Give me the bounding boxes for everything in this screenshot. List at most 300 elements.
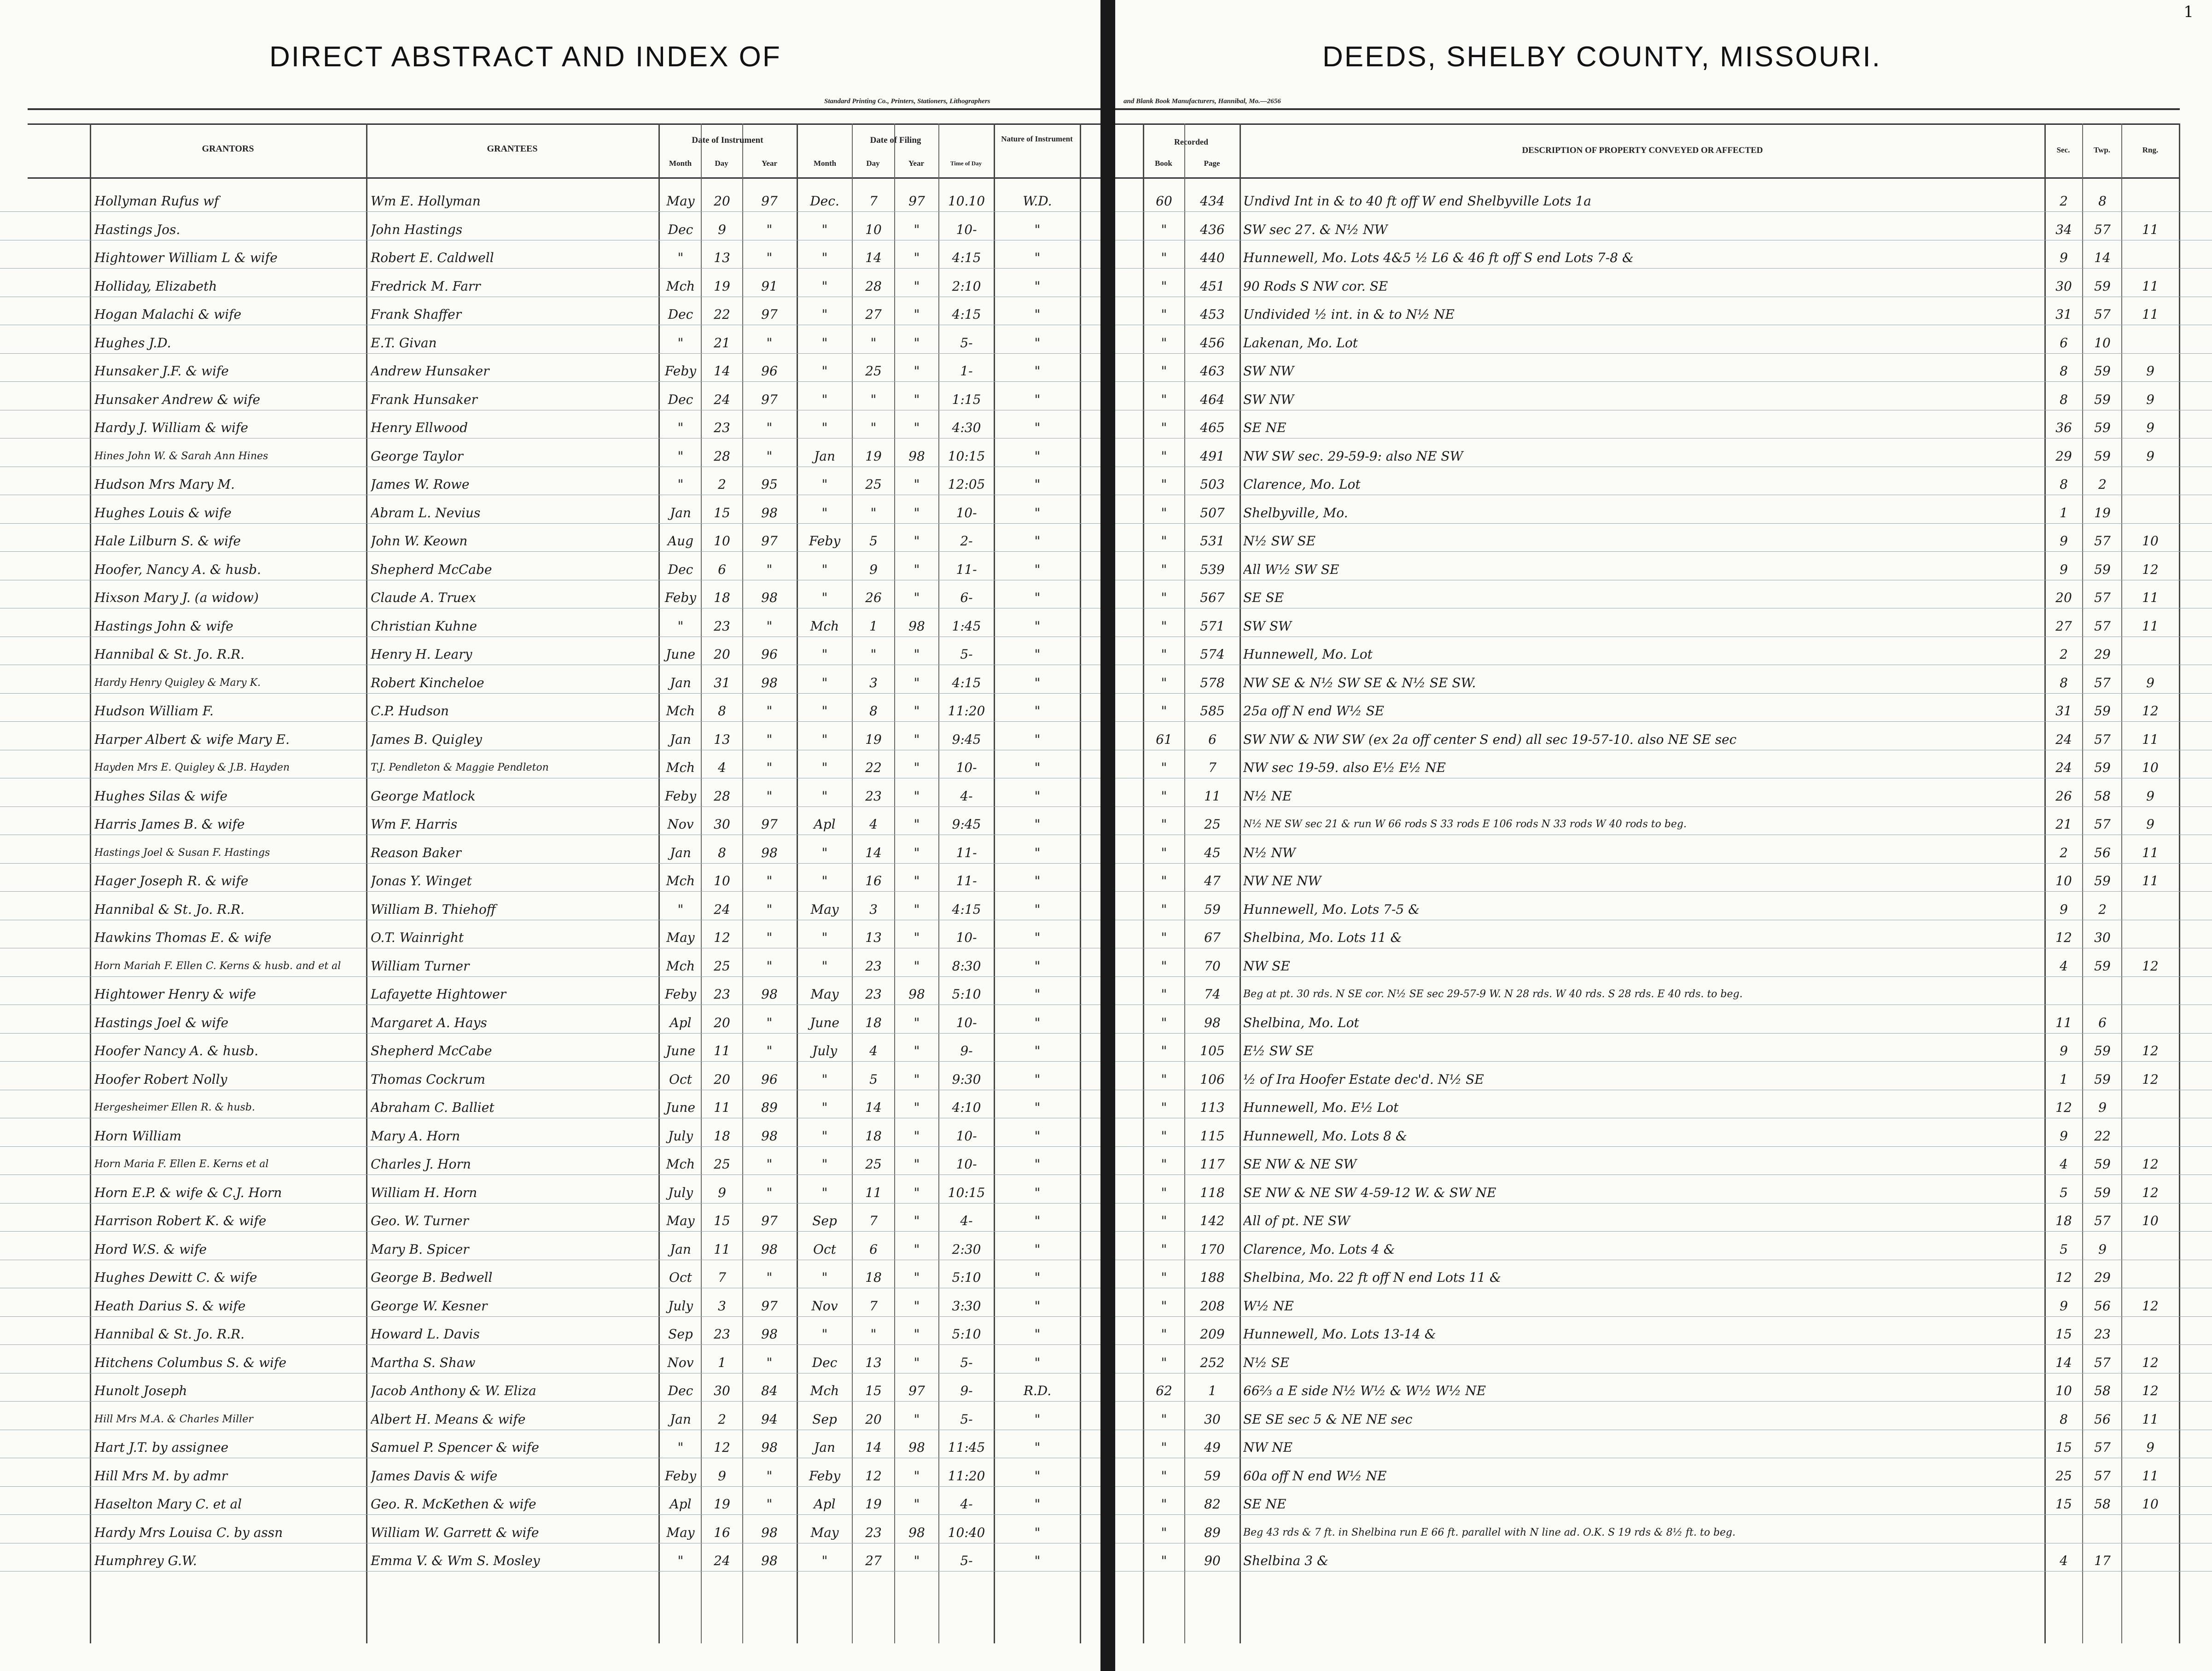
cell-rng: 11	[2142, 618, 2159, 634]
ledger-row-left	[0, 219, 1100, 240]
cell-fday: 19	[865, 731, 882, 747]
cell-rng: 12	[2142, 561, 2159, 577]
cell-sec: 2	[2060, 845, 2068, 860]
cell-desc: 25a off N end W½ SE	[1243, 703, 1385, 719]
cell-sec: 8	[2060, 675, 2068, 690]
cell-iyear: 95	[761, 477, 778, 492]
ledger-row-right	[1115, 219, 2212, 240]
cell-iday: 14	[714, 363, 730, 379]
cell-grantor: Haselton Mary C. et al	[94, 1496, 242, 1512]
cell-iday: 4	[718, 760, 726, 775]
cell-book: "	[1161, 1100, 1167, 1115]
cell-time: 1:15	[952, 391, 981, 407]
ledger-row-right	[1115, 1069, 2212, 1090]
ledger-row-left	[0, 644, 1100, 665]
top-rule-left	[28, 108, 1100, 110]
cell-sec: 15	[2055, 1440, 2072, 1455]
cell-nature: "	[1034, 278, 1041, 294]
cell-fday: 3	[869, 675, 878, 690]
cell-time: 5-	[960, 335, 973, 351]
cell-grantor: Hudson William F.	[94, 703, 214, 719]
cell-book: "	[1161, 760, 1167, 775]
cell-rng: 9	[2146, 420, 2154, 435]
cell-fday: 18	[865, 1270, 882, 1285]
cell-iday: 18	[714, 1128, 730, 1144]
cell-iyear: "	[766, 731, 773, 747]
cell-page: 106	[1200, 1071, 1225, 1087]
cell-desc: W½ NE	[1243, 1298, 1294, 1314]
cell-desc: NW sec 19-59. also E½ E½ NE	[1243, 760, 1446, 775]
cell-imonth: Mch	[666, 278, 695, 294]
cell-grantor: Hill Mrs M.A. & Charles Miller	[94, 1413, 253, 1425]
cell-page: 59	[1204, 901, 1221, 917]
cell-desc: Beg at pt. 30 rds. N SE cor. N½ SE sec 29-57-9 W. N 28 rds. W 40 rds. S 28 rds. E 40 rds. to beg.	[1243, 988, 1743, 1000]
cell-fyear: 98	[908, 1525, 925, 1540]
cell-time: 5-	[960, 1355, 973, 1370]
ledger-row-right	[1115, 1267, 2212, 1288]
cell-time: 11:20	[948, 1468, 985, 1484]
cell-twp: 22	[2094, 1128, 2111, 1144]
cell-imonth: Sep	[668, 1326, 693, 1342]
cell-fday: 25	[865, 1157, 882, 1172]
cell-sec: 12	[2055, 1270, 2072, 1285]
cell-desc: N½ NW	[1243, 845, 1296, 860]
cell-grantor: Hudson Mrs Mary M.	[94, 477, 235, 492]
cell-nature: R.D.	[1023, 1383, 1052, 1398]
cell-iyear: "	[766, 561, 773, 577]
cell-rng: 9	[2146, 675, 2154, 690]
cell-grantee: E.T. Givan	[371, 335, 437, 351]
ledger-row-left	[0, 1437, 1100, 1458]
cell-fday: "	[870, 647, 877, 662]
cell-fday: 27	[865, 1553, 882, 1568]
cell-desc: NW SW sec. 29-59-9: also NE SW	[1243, 448, 1463, 464]
cell-sec: 31	[2055, 703, 2072, 719]
cell-grantor: Horn E.P. & wife & C.J. Horn	[94, 1185, 282, 1200]
cell-page: 25	[1204, 817, 1221, 832]
ledger-row-right	[1115, 672, 2212, 694]
cell-twp: 10	[2094, 335, 2111, 351]
cell-twp: 19	[2094, 505, 2111, 520]
cell-desc: NW SE & N½ SW SE & N½ SE SW.	[1243, 675, 1476, 690]
cell-twp: 57	[2094, 533, 2111, 549]
cell-page: 585	[1200, 703, 1225, 719]
ledger-row-left	[0, 757, 1100, 778]
cell-book: "	[1161, 1015, 1167, 1030]
cell-sec: 2	[2060, 647, 2068, 662]
cell-iyear: "	[766, 788, 773, 804]
ledger-row-left	[0, 899, 1100, 920]
cell-grantee: Robert Kincheloe	[371, 675, 484, 690]
ledger-row-right	[1115, 871, 2212, 892]
cell-fyear: "	[914, 533, 920, 549]
cell-time: 1:45	[952, 618, 981, 634]
cell-rng: 12	[2142, 1355, 2159, 1370]
cell-book: "	[1161, 1298, 1167, 1314]
cell-imonth: Dec	[668, 1383, 693, 1398]
cell-sec: 2	[2060, 193, 2068, 209]
cell-desc: 60a off N end W½ NE	[1243, 1468, 1387, 1484]
cell-twp: 29	[2094, 647, 2111, 662]
cell-fday: 8	[869, 703, 878, 719]
cell-grantee: Shepherd McCabe	[371, 561, 492, 577]
cell-book: "	[1161, 335, 1167, 351]
cell-rng: 9	[2146, 363, 2154, 379]
cell-imonth: July	[668, 1298, 693, 1314]
cell-page: 170	[1200, 1241, 1225, 1257]
cell-fyear: "	[914, 675, 920, 690]
cell-nature: "	[1034, 1525, 1041, 1540]
cell-page: 491	[1200, 448, 1225, 464]
cell-fyear: "	[914, 1468, 920, 1484]
cell-page: 70	[1204, 958, 1221, 974]
cell-page: 464	[1200, 391, 1225, 407]
cell-fyear: "	[914, 1128, 920, 1144]
cell-grantor: Hughes Silas & wife	[94, 788, 227, 804]
cell-desc: Shelbina, Mo. Lot	[1243, 1015, 1359, 1030]
cell-imonth: Nov	[667, 817, 694, 832]
cell-grantor: Hill Mrs M. by admr	[94, 1468, 228, 1484]
cell-iyear: "	[766, 703, 773, 719]
cell-iday: 10	[714, 533, 730, 549]
cell-fyear: "	[914, 1411, 920, 1427]
cell-rng: 10	[2142, 1213, 2159, 1228]
cell-iyear: 98	[761, 1326, 778, 1342]
cell-fyear: "	[914, 1355, 920, 1370]
ledger-row-left	[0, 1097, 1100, 1118]
cell-iyear: 91	[761, 278, 778, 294]
cell-time: 3:30	[952, 1298, 981, 1314]
cell-grantee: Reason Baker	[371, 845, 461, 860]
cell-grantor: Hawkins Thomas E. & wife	[94, 930, 272, 945]
cell-grantee: William W. Garrett & wife	[371, 1525, 539, 1540]
cell-fmonth: "	[821, 505, 828, 520]
ledger-row-left	[0, 389, 1100, 410]
cell-fmonth: May	[810, 987, 839, 1002]
cell-page: 59	[1204, 1468, 1221, 1484]
cell-fmonth: "	[821, 845, 828, 860]
cell-twp: 59	[2094, 703, 2111, 719]
cell-imonth: Feby	[664, 590, 697, 605]
cell-imonth: Jan	[670, 731, 691, 747]
cell-fday: 7	[869, 1298, 878, 1314]
header-top-rule-left	[28, 123, 1100, 125]
cell-time: 4-	[960, 788, 973, 804]
ledger-row-left	[0, 559, 1100, 580]
cell-grantor: Hardy J. William & wife	[94, 420, 248, 435]
cell-twp: 57	[2094, 307, 2111, 322]
cell-time: 5-	[960, 1411, 973, 1427]
cell-fyear: 97	[908, 1383, 925, 1398]
cell-grantor: Hunsaker J.F. & wife	[94, 363, 229, 379]
cell-rng: 11	[2142, 590, 2159, 605]
cell-iyear: "	[766, 1015, 773, 1030]
cell-nature: "	[1034, 1015, 1041, 1030]
ledger-row-right	[1115, 842, 2212, 864]
cell-sec: 8	[2060, 477, 2068, 492]
cell-grantor: Hannibal & St. Jo. R.R.	[94, 647, 245, 662]
cell-twp: 57	[2094, 590, 2111, 605]
cell-iday: 19	[714, 1496, 730, 1512]
ledger-row-right	[1115, 474, 2212, 495]
cell-book: "	[1161, 788, 1167, 804]
ledger-row-left	[0, 1324, 1100, 1345]
cell-fmonth: Sep	[812, 1213, 837, 1228]
cell-iyear: 97	[761, 391, 778, 407]
cell-imonth: Mch	[666, 760, 695, 775]
cell-sec: 9	[2060, 1128, 2068, 1144]
cell-fyear: "	[914, 222, 920, 237]
cell-time: 4:30	[952, 420, 981, 435]
cell-time: 4-	[960, 1496, 973, 1512]
cell-iday: 8	[718, 845, 726, 860]
cell-grantee: Geo. R. McKethen & wife	[371, 1496, 536, 1512]
ledger-row-right	[1115, 899, 2212, 920]
cell-twp: 6	[2098, 1015, 2107, 1030]
cell-book: "	[1161, 845, 1167, 860]
ledger-row-right	[1115, 304, 2212, 325]
cell-time: 10-	[956, 930, 977, 945]
cell-time: 6-	[960, 590, 973, 605]
cell-fyear: "	[914, 477, 920, 492]
ledger-row-left	[0, 984, 1100, 1005]
cell-twp: 57	[2094, 817, 2111, 832]
cell-fday: 19	[865, 1496, 882, 1512]
ledger-row-right	[1115, 1352, 2212, 1373]
ledger-row-right	[1115, 956, 2212, 977]
cell-nature: "	[1034, 845, 1041, 860]
cell-fmonth: "	[821, 307, 828, 322]
cell-book: "	[1161, 363, 1167, 379]
cell-grantee: T.J. Pendleton & Maggie Pendleton	[371, 762, 549, 773]
cell-imonth: "	[677, 250, 684, 265]
cell-fday: 12	[865, 1468, 882, 1484]
cell-iday: 12	[714, 930, 730, 945]
cell-nature: "	[1034, 505, 1041, 520]
cell-nature: "	[1034, 958, 1041, 974]
cell-time: 5:10	[952, 1326, 981, 1342]
cell-fmonth: "	[821, 420, 828, 435]
ledger-row-right	[1115, 1126, 2212, 1147]
cell-book: "	[1161, 1241, 1167, 1257]
cell-iday: 20	[714, 647, 730, 662]
cell-time: 5:10	[952, 1270, 981, 1285]
cell-iyear: "	[766, 222, 773, 237]
cell-nature: "	[1034, 1553, 1041, 1568]
cell-time: 5-	[960, 1553, 973, 1568]
cell-fmonth: May	[810, 901, 839, 917]
cell-iday: 31	[714, 675, 730, 690]
cell-iyear: 84	[761, 1383, 778, 1398]
cell-fyear: "	[914, 590, 920, 605]
cell-fyear: "	[914, 1270, 920, 1285]
cell-iyear: "	[766, 250, 773, 265]
cell-grantee: George B. Bedwell	[371, 1270, 493, 1285]
cell-desc: SE NE	[1243, 1496, 1286, 1512]
cell-fyear: "	[914, 278, 920, 294]
cell-fmonth: "	[821, 1071, 828, 1087]
cell-grantor: Hayden Mrs E. Quigley & J.B. Hayden	[94, 762, 290, 773]
cell-desc: Shelbyville, Mo.	[1243, 505, 1348, 520]
cell-sec: 27	[2055, 618, 2072, 634]
cell-iyear: "	[766, 873, 773, 888]
cell-iyear: "	[766, 1043, 773, 1058]
cell-iyear: "	[766, 420, 773, 435]
cell-grantee: Howard L. Davis	[371, 1326, 480, 1342]
cell-nature: "	[1034, 760, 1041, 775]
cell-grantee: Robert E. Caldwell	[371, 250, 494, 265]
cell-imonth: Dec	[668, 222, 693, 237]
cell-book: "	[1161, 987, 1167, 1002]
cell-fday: "	[870, 420, 877, 435]
header-iyear: Year	[762, 159, 777, 168]
cell-desc: N½ NE SW sec 21 & run W 66 rods S 33 rods E 106 rods N 33 rods W 40 rods to beg.	[1243, 818, 1687, 830]
cell-fyear: "	[914, 391, 920, 407]
cell-iday: 6	[718, 561, 726, 577]
cell-book: "	[1161, 1071, 1167, 1087]
cell-page: 118	[1200, 1185, 1225, 1200]
cell-fmonth: "	[821, 1326, 828, 1342]
cell-fmonth: "	[821, 1270, 828, 1285]
cell-iyear: 94	[761, 1411, 778, 1427]
cell-iyear: 96	[761, 1071, 778, 1087]
cell-imonth: "	[677, 618, 684, 634]
cell-page: 571	[1200, 618, 1225, 634]
cell-desc: NW NE	[1243, 1440, 1293, 1455]
cell-nature: "	[1034, 448, 1041, 464]
cell-imonth: Feby	[664, 1468, 697, 1484]
cell-book: "	[1161, 618, 1167, 634]
cell-fyear: "	[914, 1553, 920, 1568]
cell-fmonth: Oct	[813, 1241, 836, 1257]
cell-desc: Undivd Int in & to 40 ft off W end Shelbyville Lots 1a	[1243, 193, 1591, 209]
ledger-row-right	[1115, 417, 2212, 438]
cell-grantor: Hughes J.D.	[94, 335, 171, 351]
cell-iyear: 97	[761, 193, 778, 209]
cell-twp: 57	[2094, 1440, 2111, 1455]
ledger-row-right	[1115, 1210, 2212, 1232]
cell-book: "	[1161, 1128, 1167, 1144]
cell-sec: 25	[2055, 1468, 2072, 1484]
cell-page: 89	[1204, 1525, 1221, 1540]
cell-nature: "	[1034, 420, 1041, 435]
cell-nature: "	[1034, 1298, 1041, 1314]
cell-twp: 57	[2094, 222, 2111, 237]
cell-fyear: "	[914, 845, 920, 860]
cell-book: "	[1161, 647, 1167, 662]
cell-nature: "	[1034, 533, 1041, 549]
cell-imonth: Dec	[668, 307, 693, 322]
cell-iyear: "	[766, 1355, 773, 1370]
cell-nature: "	[1034, 873, 1041, 888]
cell-grantor: Hoofer Nancy A. & husb.	[94, 1043, 259, 1058]
cell-twp: 2	[2098, 901, 2107, 917]
cell-fyear: "	[914, 250, 920, 265]
cell-iday: 24	[714, 901, 730, 917]
cell-grantor: Hager Joseph R. & wife	[94, 873, 249, 888]
cell-nature: "	[1034, 987, 1041, 1002]
cell-grantor: Hale Lilburn S. & wife	[94, 533, 241, 549]
cell-imonth: Nov	[667, 1355, 694, 1370]
cell-grantee: William H. Horn	[371, 1185, 477, 1200]
cell-fmonth: "	[821, 760, 828, 775]
cell-iday: 2	[718, 477, 726, 492]
header-bottom-rule-right	[1115, 177, 2180, 179]
cell-fmonth: "	[821, 731, 828, 747]
cell-twp: 30	[2094, 930, 2111, 945]
cell-iyear: "	[766, 335, 773, 351]
cell-nature: "	[1034, 1071, 1041, 1087]
cell-sec: 14	[2055, 1355, 2072, 1370]
cell-sec: 8	[2060, 391, 2068, 407]
header-top-rule-right	[1115, 123, 2180, 125]
cell-desc: Clarence, Mo. Lot	[1243, 477, 1361, 492]
cell-iyear: "	[766, 448, 773, 464]
cell-fday: 27	[865, 307, 882, 322]
ledger-row-left	[0, 1409, 1100, 1430]
ledger-row-right	[1115, 1239, 2212, 1260]
cell-desc: 90 Rods S NW cor. SE	[1243, 278, 1388, 294]
cell-iday: 13	[714, 250, 730, 265]
cell-book: "	[1161, 817, 1167, 832]
cell-imonth: Mch	[666, 1157, 695, 1172]
cell-imonth: "	[677, 901, 684, 917]
header-recorded: Recorded	[1174, 137, 1208, 146]
cell-fyear: "	[914, 505, 920, 520]
cell-twp: 58	[2094, 1496, 2111, 1512]
cell-iday: 12	[714, 1440, 730, 1455]
cell-page: 1	[1208, 1383, 1217, 1398]
ledger-row-left	[0, 1494, 1100, 1515]
cell-desc: All W½ SW SE	[1243, 561, 1339, 577]
cell-desc: Hunnewell, Mo. Lots 8 &	[1243, 1128, 1407, 1144]
ledger-row-left	[0, 1154, 1100, 1175]
cell-book: "	[1161, 477, 1167, 492]
cell-rng: 11	[2142, 731, 2159, 747]
cell-grantor: Hughes Dewitt C. & wife	[94, 1270, 257, 1285]
cell-book: "	[1161, 1468, 1167, 1484]
cell-fyear: "	[914, 703, 920, 719]
cell-rng: 11	[2142, 1411, 2159, 1427]
cell-fmonth: "	[821, 788, 828, 804]
cell-iyear: 98	[761, 1525, 778, 1540]
cell-page: 453	[1200, 307, 1225, 322]
cell-desc: SE NE	[1243, 420, 1286, 435]
cell-desc: Shelbina 3 &	[1243, 1553, 1328, 1568]
cell-twp: 59	[2094, 363, 2111, 379]
cell-sec: 5	[2060, 1185, 2068, 1200]
ledger-row-left	[0, 1182, 1100, 1204]
cell-fmonth: "	[821, 363, 828, 379]
cell-desc: SE SE sec 5 & NE NE sec	[1243, 1411, 1413, 1427]
cell-book: "	[1161, 420, 1167, 435]
cell-iyear: 89	[761, 1100, 778, 1115]
cell-grantor: Hergesheimer Ellen R. & husb.	[94, 1102, 255, 1113]
cell-book: "	[1161, 1270, 1167, 1285]
cell-sec: 8	[2060, 363, 2068, 379]
cell-book: "	[1161, 1043, 1167, 1058]
header-grantees: GRANTEES	[487, 144, 538, 154]
header-twp: Twp.	[2093, 146, 2111, 154]
cell-time: 4:15	[952, 675, 981, 690]
cell-twp: 59	[2094, 420, 2111, 435]
cell-sec: 4	[2060, 1157, 2068, 1172]
cell-fmonth: "	[821, 873, 828, 888]
cell-imonth: July	[668, 1128, 693, 1144]
cell-time: 4:10	[952, 1100, 981, 1115]
right-ledger-page	[1115, 0, 2212, 1671]
cell-twp: 57	[2094, 1213, 2111, 1228]
